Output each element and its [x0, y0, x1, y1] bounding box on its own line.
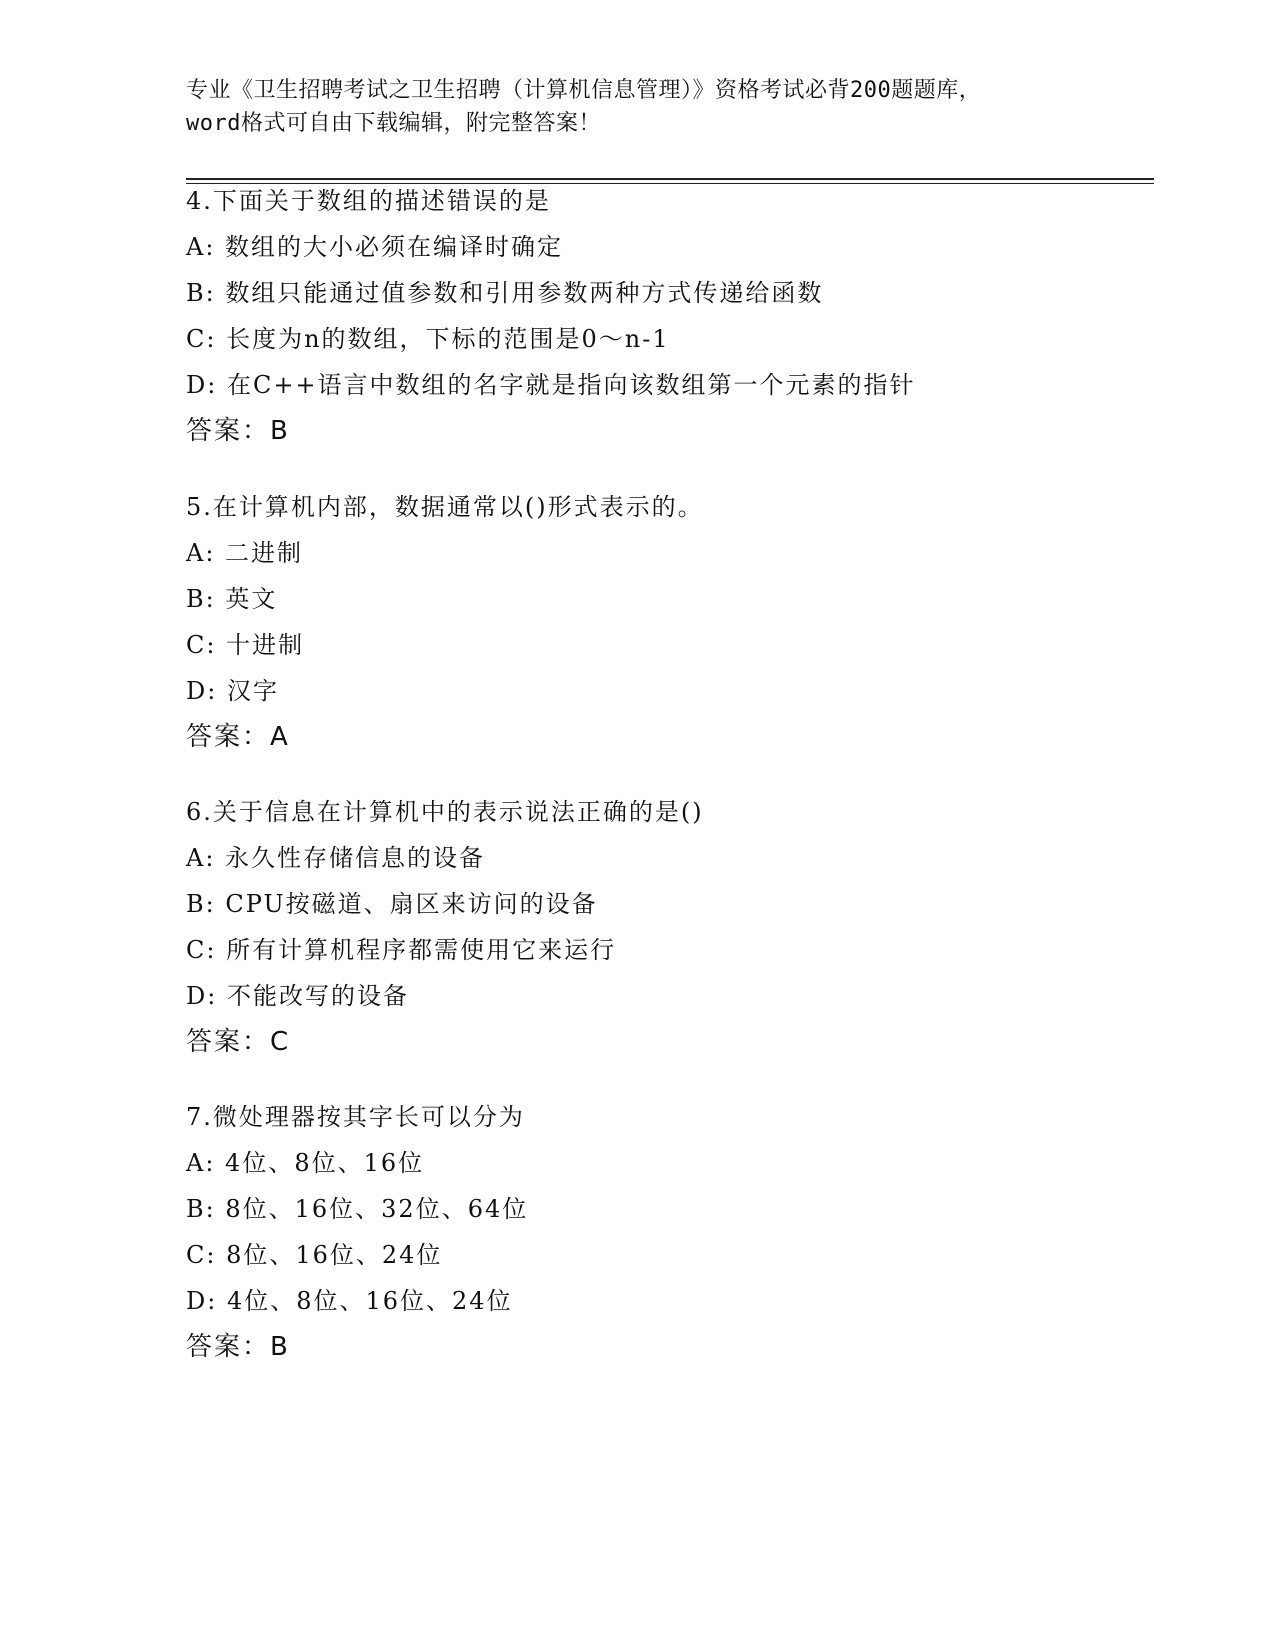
- header-line-2: word格式可自由下载编辑，附完整答案！: [186, 111, 601, 136]
- option-b: B: 8位、16位、32位、64位: [186, 1195, 529, 1223]
- option-d: D: 不能改写的设备: [186, 982, 409, 1010]
- option-a: A: 数组的大小必须在编译时确定: [186, 233, 564, 261]
- option-c: C: 长度为n的数组，下标的范围是0～n-1: [186, 325, 670, 353]
- answer-label: 答案：A: [186, 722, 290, 752]
- option-d: D: 4位、8位、16位、24位: [186, 1287, 513, 1315]
- option-c: C: 所有计算机程序都需使用它来运行: [186, 936, 617, 964]
- question-7: [186, 1094, 1166, 1370]
- option-a: A: 永久性存储信息的设备: [186, 844, 486, 872]
- question-stem: 7.微处理器按其字长可以分为: [186, 1103, 525, 1131]
- header-line-1: 专业《卫生招聘考试之卫生招聘（计算机信息管理）》资格考试必背200题题库，: [186, 78, 982, 103]
- answer-label: 答案：B: [186, 1332, 290, 1362]
- answer-label: 答案：B: [186, 416, 290, 446]
- option-d: D: 在C++语言中数组的名字就是指向该数组第一个元素的指针: [186, 371, 916, 399]
- question-6: [186, 789, 1166, 1065]
- option-b: B: 数组只能通过值参数和引用参数两种方式传递给函数: [186, 279, 824, 307]
- option-b: B: 英文: [186, 585, 278, 613]
- question-stem: 6.关于信息在计算机中的表示说法正确的是(): [186, 798, 704, 826]
- document-header: [186, 74, 1066, 140]
- question-stem: 5.在计算机内部，数据通常以()形式表示的。: [186, 493, 704, 521]
- option-c: C: 十进制: [186, 631, 305, 659]
- option-c: C: 8位、16位、24位: [186, 1241, 443, 1269]
- question-5: [186, 484, 1166, 760]
- question-4: [186, 178, 1166, 454]
- question-stem: 4.下面关于数组的描述错误的是: [186, 187, 551, 215]
- answer-label: 答案：C: [186, 1027, 291, 1057]
- option-a: A: 二进制: [186, 539, 304, 567]
- option-a: A: 4位、8位、16位: [186, 1149, 425, 1177]
- option-b: B: CPU按磁道、扇区来访问的设备: [186, 890, 598, 918]
- option-d: D: 汉字: [186, 677, 279, 705]
